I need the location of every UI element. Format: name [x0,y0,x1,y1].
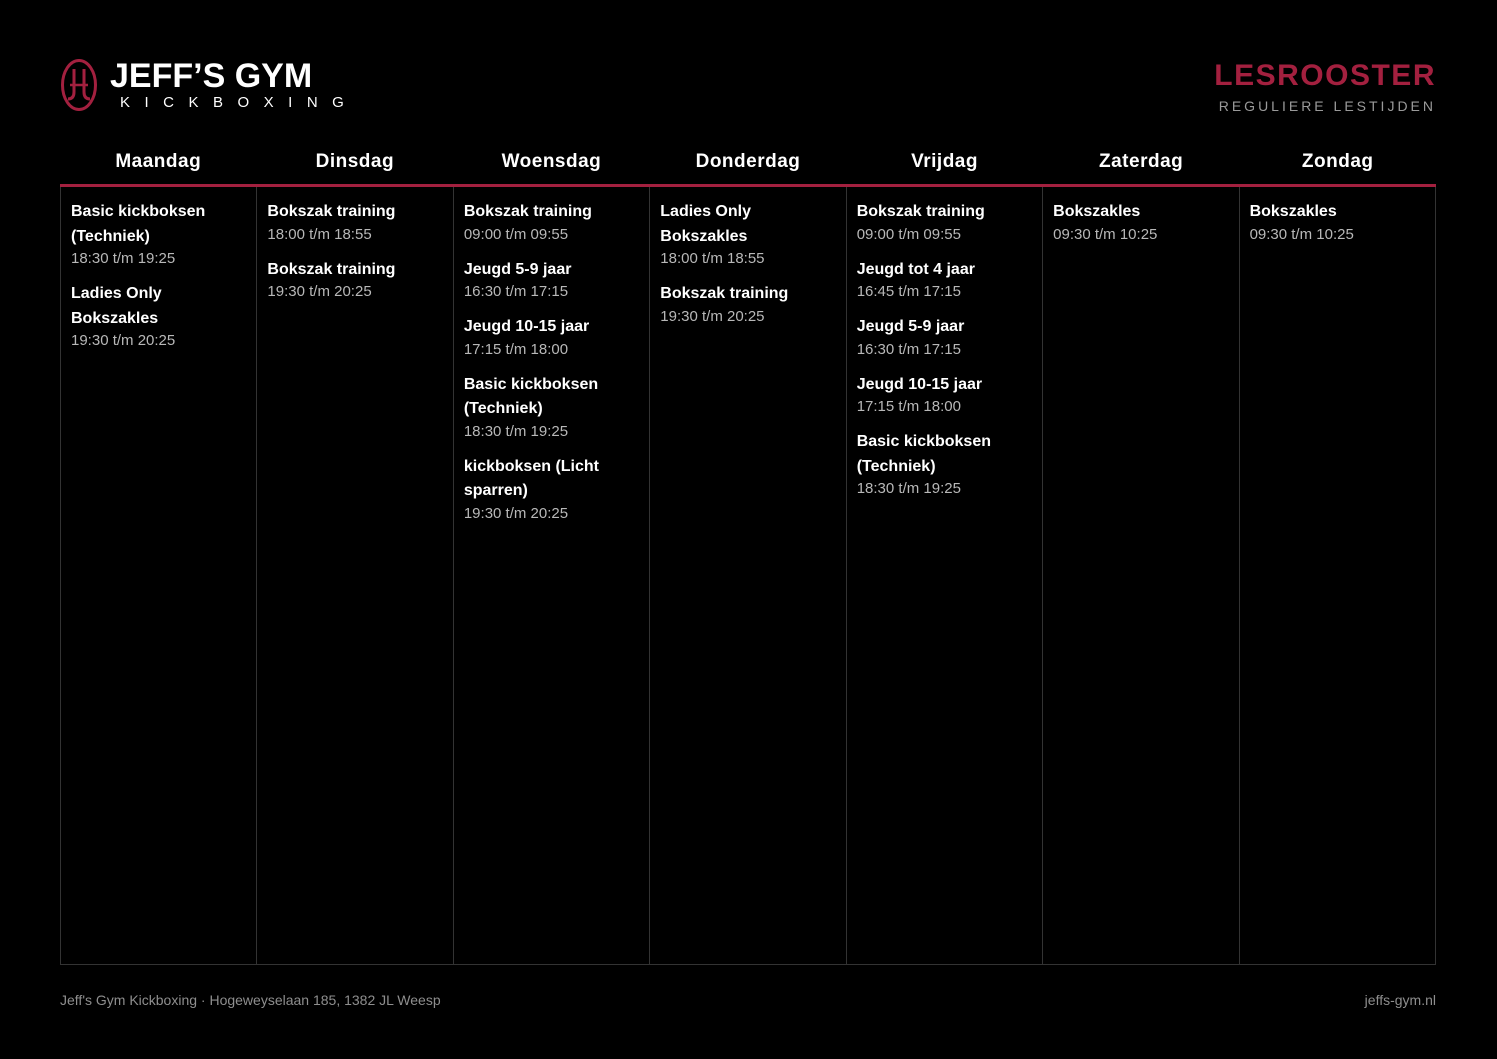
lesson [464,373,639,442]
lesson [660,282,835,327]
lesson [857,430,1032,499]
schedule-table [60,140,1436,965]
page-header [60,58,1436,118]
lesson-time: 16:30 t/m 17:15 [463,283,569,300]
lesson-time: 09:00 t/m 09:55 [856,225,961,243]
lesson-name: kickboksen (Licht sparren) [463,457,599,499]
lesson-time: 09:00 t/m 09:55 [463,225,569,243]
logo [60,58,358,118]
lesson [857,373,1032,418]
footer-address: Jeff's Gym Kickboxing · Hogeweyselaan 185, 1382 JL Weesp [60,992,441,1008]
day-header-zaterdag: Zaterdag [1099,151,1184,172]
lesson [857,315,1032,360]
lesson-time: 09:30 t/m 10:25 [1053,225,1158,243]
lesson-name: Bokszakles [1249,203,1337,220]
lesson [267,200,442,245]
page-footer [60,990,1436,1010]
day-column-maandag [61,187,257,965]
lesson-name: Jeugd 10-15 jaar [463,318,590,335]
footer-website: jeffs-gym.nl [1364,992,1436,1008]
lesson-name: Basic kickboksen (Techniek) [463,375,599,417]
lesson-name: Jeugd 5-9 jaar [856,318,965,335]
day-column-zondag [1240,187,1436,965]
lesson [464,200,639,245]
gym-logo-icon [60,58,98,112]
lesson-name: Bokszak training [267,203,396,220]
logo-subtitle: KICKBOXING [120,94,359,111]
lesson [464,258,639,303]
lesson-time: 16:30 t/m 17:15 [856,340,961,358]
lesson-time: 17:15 t/m 18:00 [463,340,569,358]
lesson-time: 16:45 t/m 17:15 [856,283,961,300]
lesson-name: Bokszak training [660,285,789,302]
lesson [660,200,835,269]
lesson-name: Ladies Only Bokszakles [660,203,751,245]
lesson [464,315,639,360]
day-header-woensdag: Woensdag [501,151,602,172]
lesson-time: 19:30 t/m 20:25 [71,332,176,349]
page-title: LESROOSTER [1214,59,1436,92]
day-column-zaterdag [1043,187,1239,965]
day-columns [60,187,1436,965]
lesson-time: 19:30 t/m 20:25 [660,307,765,325]
lesson-name: Bokszak training [856,203,985,220]
lesson-name: Ladies Only Bokszakles [71,285,162,327]
lesson-name: Bokszakles [1053,203,1141,220]
lesson [71,282,246,351]
lesson-name: Bokszak training [267,260,396,278]
lesson-time: 19:30 t/m 20:25 [463,504,569,522]
lesson-name: Basic kickboksen (Techniek) [71,203,206,245]
lesson-name: Jeugd 5-9 jaar [463,260,572,278]
day-header-dinsdag: Dinsdag [315,151,395,172]
day-header-vrijdag: Vrijdag [911,151,978,172]
day-header-zondag: Zondag [1301,151,1374,172]
day-column-donderdag [650,187,846,965]
lesson-time: 18:30 t/m 19:25 [856,480,961,497]
day-headers [60,140,1436,187]
lesson-time: 18:30 t/m 19:25 [463,422,569,440]
lesson-time: 09:30 t/m 10:25 [1249,225,1354,243]
lesson-time: 18:00 t/m 18:55 [267,225,372,243]
day-column-woensdag [454,187,650,965]
lesson [1053,200,1228,245]
lesson [464,455,639,524]
lesson [267,258,442,303]
lesson-name: Jeugd 10-15 jaar [856,375,983,393]
lesson-time: 19:30 t/m 20:25 [267,283,372,300]
lesson-time: 17:15 t/m 18:00 [856,398,961,415]
lesson [1250,200,1425,245]
day-column-vrijdag [847,187,1043,965]
day-header-maandag: Maandag [115,151,202,172]
lesson [857,258,1032,303]
lesson-name: Bokszak training [463,203,592,220]
logo-name: JEFF’S GYM [110,57,313,95]
lesson-name: Basic kickboksen (Techniek) [856,433,991,475]
day-header-donderdag: Donderdag [695,151,801,172]
lesson-time: 18:00 t/m 18:55 [660,250,765,267]
title-block [1214,58,1436,116]
lesson [71,200,246,269]
lesson [857,200,1032,245]
page-subtitle: REGULIERE LESTIJDEN [1218,98,1436,114]
day-column-dinsdag [257,187,453,965]
lesson-time: 18:30 t/m 19:25 [71,250,176,267]
lesson-name: Jeugd tot 4 jaar [856,260,975,278]
